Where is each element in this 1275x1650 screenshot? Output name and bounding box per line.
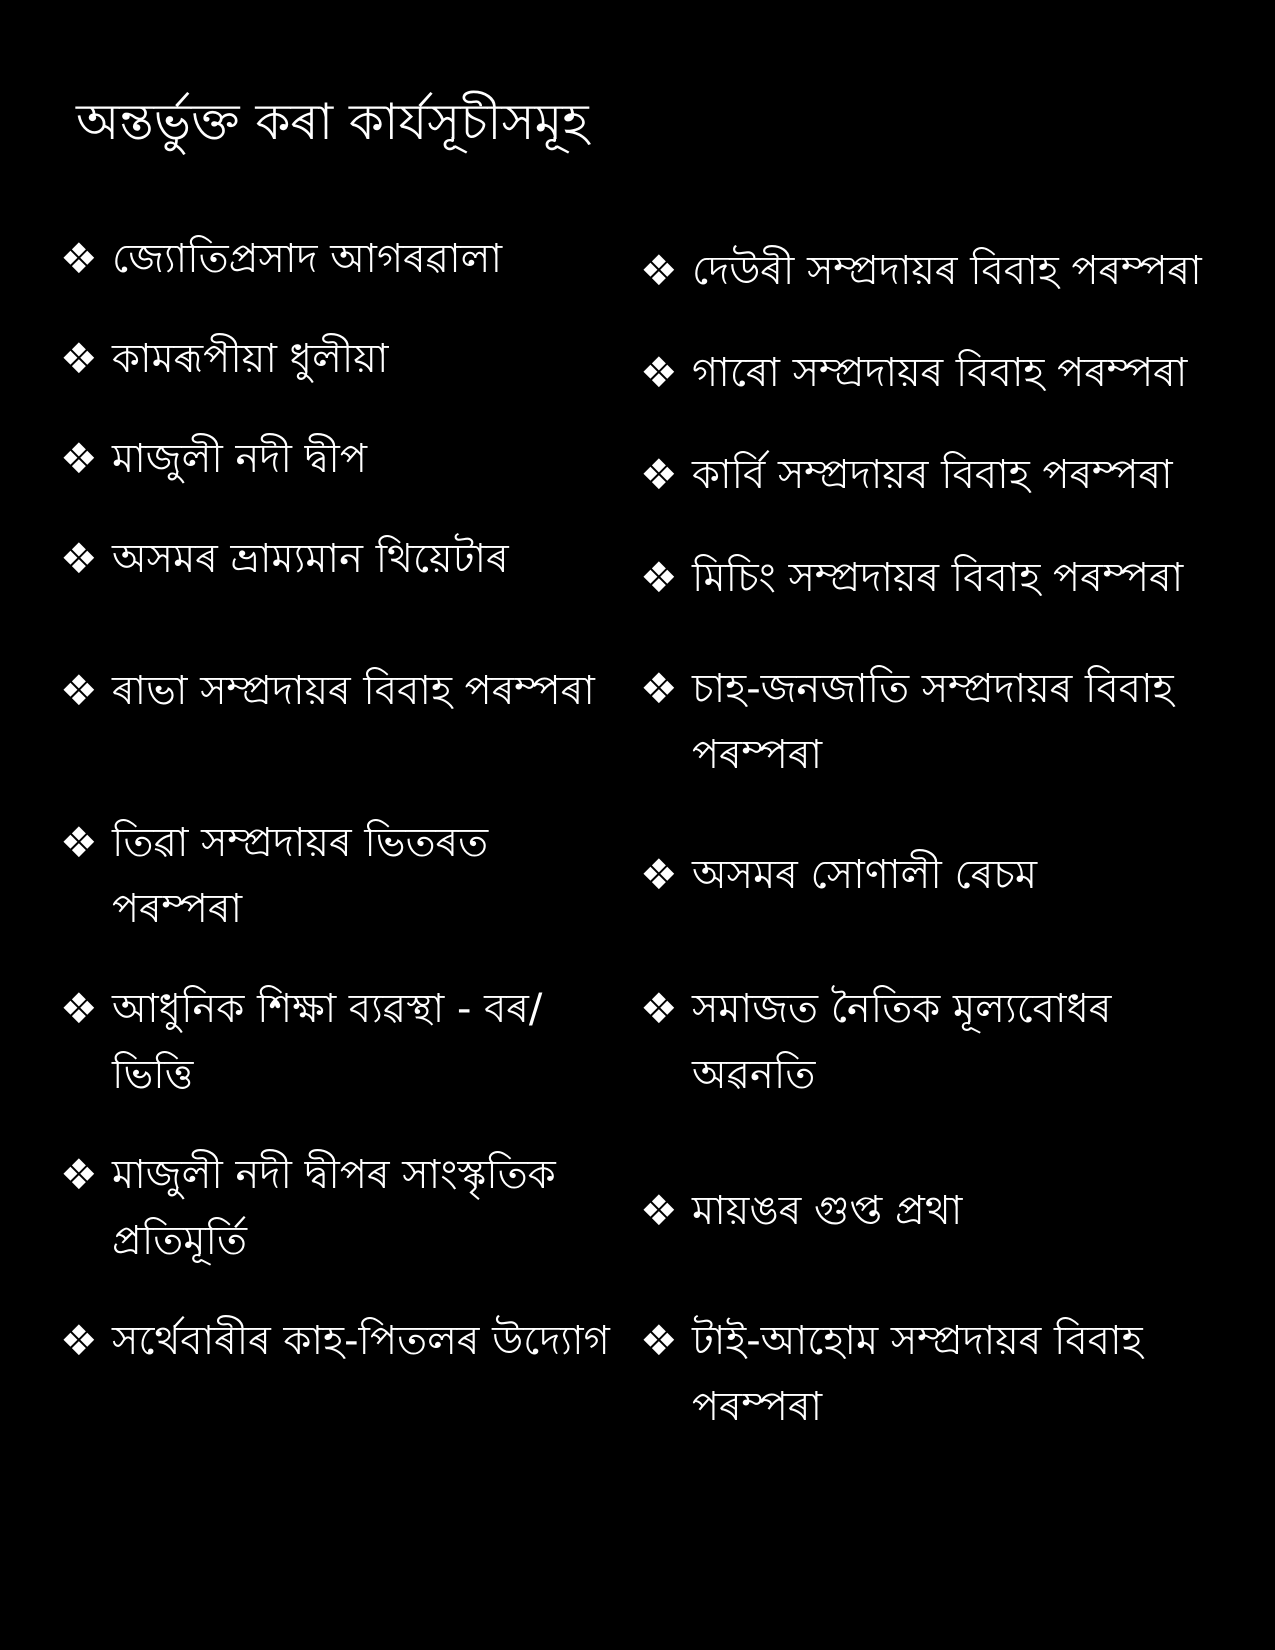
- diamond-bullet-icon: ❖: [640, 246, 678, 295]
- list-item-label: টাই-আহোম সম্প্ৰদায়ৰ বিবাহ পৰম্পৰা: [692, 1318, 1143, 1430]
- list-item-label: আধুনিক শিক্ষা ব্যৱস্থা - বৰ/ভিত্তি: [112, 986, 543, 1098]
- diamond-bullet-icon: ❖: [60, 534, 98, 583]
- list-item-label: তিৱা সম্প্ৰদায়ৰ ভিতৰত পৰম্পৰা: [112, 820, 489, 932]
- diamond-bullet-icon: ❖: [640, 553, 678, 602]
- list-item: [640, 976, 1240, 1108]
- list-item: [640, 842, 1240, 908]
- list-item-label: ৰাভা সম্প্ৰদায়ৰ বিবাহ পৰম্পৰা: [112, 668, 595, 714]
- list-item: [640, 238, 1240, 304]
- diamond-bullet-icon: ❖: [60, 1316, 98, 1365]
- list-item-label: সমাজত নৈতিক মূল্যবোধৰ অৱনতি: [692, 986, 1112, 1098]
- diamond-bullet-icon: ❖: [640, 664, 678, 713]
- list-item-label: মাজুলী নদী দ্বীপৰ সাংস্কৃতিক প্ৰতিমূৰ্তি: [112, 1152, 556, 1264]
- diamond-bullet-icon: ❖: [640, 1186, 678, 1235]
- list-item-label: চাহ-জনজাতি সম্প্ৰদায়ৰ বিবাহ পৰম্পৰা: [692, 666, 1174, 778]
- list-item: [60, 526, 620, 592]
- diamond-bullet-icon: ❖: [640, 984, 678, 1033]
- list-item: [60, 326, 620, 392]
- list-item-label: গাৰো সম্প্ৰদায়ৰ বিবাহ পৰম্পৰা: [692, 350, 1188, 396]
- diamond-bullet-icon: ❖: [640, 1316, 678, 1365]
- list-item-label: সৰ্থেবাৰীৰ কাহ-পিতলৰ উদ্যোগ: [112, 1318, 610, 1364]
- list-item: [60, 976, 620, 1108]
- list-item-label: দেউৰী সম্প্ৰদায়ৰ বিবাহ পৰম্পৰা: [692, 248, 1202, 294]
- page-title: অন্তৰ্ভুক্ত কৰা কাৰ্যসূচীসমূহ: [76, 93, 589, 151]
- diamond-bullet-icon: ❖: [60, 818, 98, 867]
- diamond-bullet-icon: ❖: [60, 984, 98, 1033]
- diamond-bullet-icon: ❖: [60, 234, 98, 283]
- list-item-label: কামৰূপীয়া ধুলীয়া: [112, 336, 389, 382]
- list-item: [60, 426, 620, 492]
- list-item-label: মিচিং সম্প্ৰদায়ৰ বিবাহ পৰম্পৰা: [692, 555, 1184, 601]
- list-item-label: মায়ঙৰ গুপ্ত প্ৰথা: [692, 1188, 963, 1234]
- list-item: [60, 658, 620, 724]
- list-item: [640, 1178, 1240, 1244]
- list-item: [60, 1142, 620, 1274]
- diamond-bullet-icon: ❖: [640, 850, 678, 899]
- diamond-bullet-icon: ❖: [60, 666, 98, 715]
- list-item-label: মাজুলী নদী দ্বীপ: [112, 436, 367, 482]
- diamond-bullet-icon: ❖: [60, 334, 98, 383]
- list-item-label: কাৰ্বি সম্প্ৰদায়ৰ বিবাহ পৰম্পৰা: [692, 452, 1173, 498]
- list-item: [60, 810, 620, 942]
- diamond-bullet-icon: ❖: [640, 450, 678, 499]
- list-item: [640, 656, 1240, 788]
- list-item: [60, 1308, 620, 1374]
- diamond-bullet-icon: ❖: [60, 434, 98, 483]
- diamond-bullet-icon: ❖: [60, 1150, 98, 1199]
- list-item: [640, 442, 1240, 508]
- list-item: [640, 1308, 1240, 1440]
- list-item: [640, 545, 1240, 611]
- list-item: [60, 226, 620, 292]
- list-item-label: অসমৰ সোণালী ৰেচম: [692, 852, 1038, 898]
- list-item-label: জ্যোতিপ্ৰসাদ আগৰৱালা: [112, 236, 503, 282]
- list-item-label: অসমৰ ভ্ৰাম্যমান থিয়েটাৰ: [112, 536, 509, 582]
- diamond-bullet-icon: ❖: [640, 348, 678, 397]
- list-item: [640, 340, 1240, 406]
